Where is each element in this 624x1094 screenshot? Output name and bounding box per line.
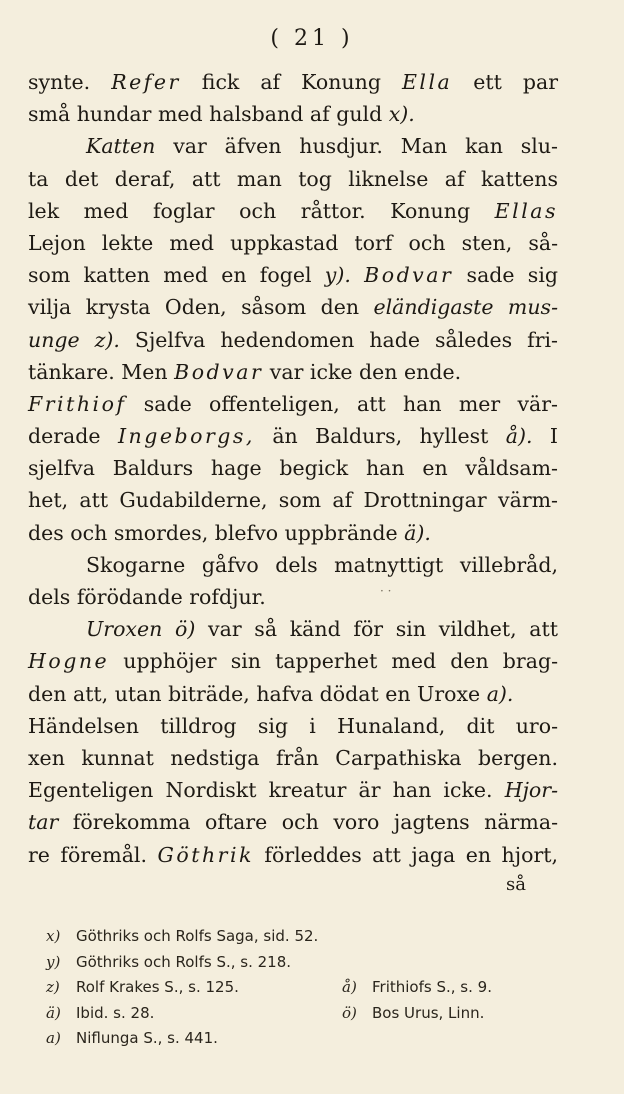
line-text: tänkare. Men [28,359,175,384]
emphasis-text: Ingeborgs, [117,424,255,449]
text-line [28,484,558,516]
emphasis-text: x). [388,102,415,127]
line-text: lek med foglar och råttor. Konung [28,198,495,223]
footnote [46,950,566,976]
emphasis-text: Refer [111,70,181,94]
line-text: I [532,424,558,449]
text-line [28,452,558,484]
footnote-mark: å) [342,978,357,996]
footnote [46,924,566,950]
emphasis-text: unge z). [28,327,120,352]
text-line [28,66,558,98]
footnote-text: Niflunga S., s. 441. [76,1029,218,1047]
line-text: ta det deraf, att man tog liknelse af kattens [28,166,558,191]
emphasis-text: Frithiof [28,391,127,416]
line-text: förleddes att jaga en hjort, [253,842,559,867]
emphasis-text: Bodvar [364,263,454,288]
emphasis-text: Katten [86,134,156,159]
footnote-text: Göthriks och Rolfs S., s. 218. [76,952,292,971]
emphasis-text: ä). [404,520,431,545]
emphasis-text: y). [324,263,365,288]
text-line [28,291,558,323]
emphasis-text: eländigaste mus- [373,295,558,320]
line-text: sjelfva Baldurs hage begick han en våldsam- [28,456,558,481]
emphasis-text: a). [486,681,514,706]
line-text: än Baldurs, hyllest [254,424,506,449]
line-text: vilja krysta Oden, såsom den [28,295,374,320]
page-number: ( 21 ) [270,26,354,51]
text-line [28,388,558,420]
text-line [28,742,558,774]
emphasis-text: Göthrik [157,842,254,867]
footnote [46,1001,566,1027]
line-text: derade [28,424,118,449]
line-text: sade sig [453,263,558,288]
text-line [28,259,558,291]
line-text: Skogarne gåfvo dels matnyttigt villebråd, [86,552,558,577]
footnote-text: Göthriks och Rolfs Saga, sid. 52. [76,927,319,945]
line-text: xen kunnat nedstiga från Carpathiska bergen. [28,745,558,770]
text-line [28,356,558,388]
footnote-mark: ö) [342,1003,357,1022]
body-text [28,66,558,871]
text-line [28,163,558,195]
footnote-second [342,975,492,1001]
footnotes [46,924,566,1052]
text-line [28,678,558,710]
text-line [28,195,558,227]
text-line [28,227,558,259]
text-line [28,549,558,581]
footnote-text: Ibid. s. 28. [76,1003,155,1022]
line-text: het, att Gudabilderne, som af Drottningar värm- [28,488,558,513]
catchword: så [506,874,526,895]
text-line [28,613,558,645]
line-text: Händelsen tilldrog sig i Hunaland, dit uro- [28,713,558,738]
line-text: den att, utan biträde, hafva dödat en Uroxe [28,681,487,706]
line-text: fick af Konung [180,70,402,94]
footnote [46,975,566,1001]
footnote-mark: x) [46,927,61,945]
emphasis-text: å). [505,424,533,449]
text-line [28,324,558,356]
footnote-mark: ä) [46,1003,61,1022]
footnote-second [342,1001,484,1027]
text-line [28,98,558,130]
line-text: des och smordes, blefvo uppbrände [28,520,405,545]
text-line [28,710,558,742]
text-line [28,420,558,452]
text-line [28,806,558,838]
footnote-mark: a) [46,1029,61,1047]
print-speck: · · [380,584,392,598]
line-text: re föremål. [28,842,158,867]
text-line [28,130,558,162]
line-text: var så känd för sin vildhet, att [195,617,559,642]
line-text: upphöjer sin tapperhet med den brag- [109,649,558,674]
emphasis-text: Ellas [494,198,558,223]
emphasis-text: Ella [401,70,453,94]
line-text: Egenteligen Nordiskt kreatur är han icke. [28,778,505,803]
line-text: ett par [452,70,558,94]
emphasis-text: Hjor- [504,778,558,803]
text-line [28,581,558,613]
emphasis-text: tar [28,810,59,835]
line-text: förekomma oftare och voro jagtens närma- [58,810,558,835]
emphasis-text: Uroxen ö) [86,617,196,642]
footnote-text: Rolf Krakes S., s. 125. [76,978,239,996]
line-text: var icke den ende. [263,359,462,384]
text-line [28,645,558,677]
line-text: dels förödande rofdjur. [28,585,266,609]
line-text: var äfven husdjur. Man kan slu- [155,134,558,159]
text-line [28,517,558,549]
line-text: små hundar med halsband af guld [28,102,389,127]
text-line [28,839,558,871]
line-text: synte. [28,70,112,94]
line-text: som katten med en fogel [28,263,325,288]
line-text: Lejon lekte med uppkastad torf och sten, så- [28,230,558,255]
footnote [46,1026,566,1052]
line-text: sade offenteligen, att han mer vär- [126,391,558,416]
text-line [28,774,558,806]
footnote-text: Bos Urus, Linn. [372,1003,485,1022]
emphasis-text: Bodvar [174,359,264,384]
footnote-mark: y) [46,952,61,971]
footnote-mark: z) [46,978,60,996]
emphasis-text: Hogne [28,649,110,674]
footnote-text: Frithiofs S., s. 9. [372,978,492,996]
line-text: Sjelfva hedendomen hade således fri- [119,327,558,352]
